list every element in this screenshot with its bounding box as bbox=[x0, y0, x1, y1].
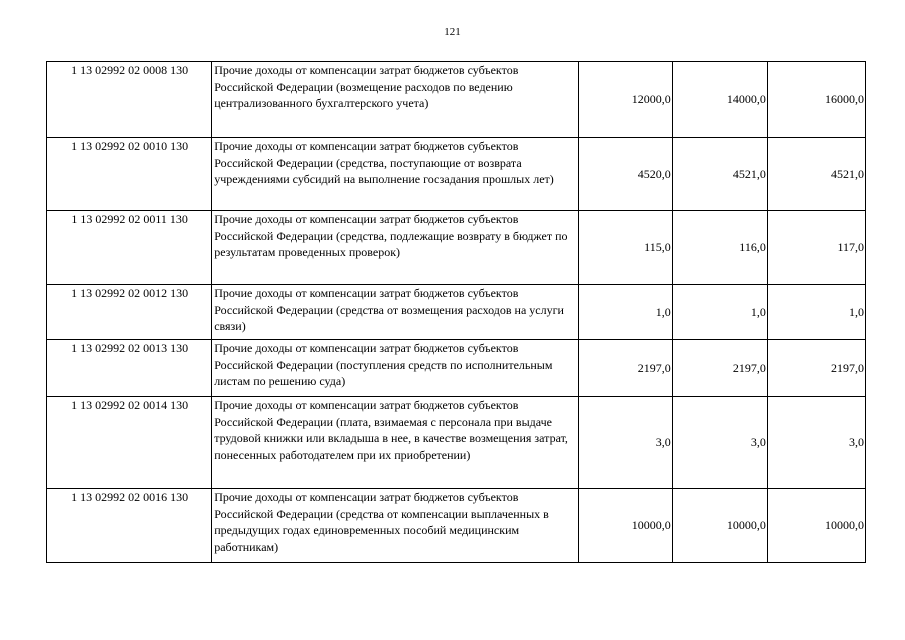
amount-year-2: 10000,0 bbox=[672, 489, 767, 563]
amount-year-2: 1,0 bbox=[672, 285, 767, 340]
page-number: 121 bbox=[444, 26, 461, 38]
amount-year-1: 115,0 bbox=[578, 211, 672, 285]
amount-year-1: 3,0 bbox=[578, 397, 672, 489]
amount-year-2: 3,0 bbox=[672, 397, 767, 489]
amount-year-3: 117,0 bbox=[767, 211, 865, 285]
amount-year-3: 3,0 bbox=[767, 397, 865, 489]
budget-classification-code: 1 13 02992 02 0010 130 bbox=[47, 138, 212, 211]
revenue-description: Прочие доходы от компенсации затрат бюджетов субъектов Российской Федерации (средства, поступающие от возврата учреждениями субсидий на выполнение госзадания прошлых лет) bbox=[212, 138, 578, 211]
revenue-description: Прочие доходы от компенсации затрат бюджетов субъектов Российской Федерации (средства, подлежащие возврату в бюджет по результатам проведенных проверок) bbox=[212, 211, 578, 285]
revenue-description: Прочие доходы от компенсации затрат бюджетов субъектов Российской Федерации (плата, взимаемая с персонала при выдаче трудовой книжки или вкладыша в нее, в качестве возмещения затрат, понесенных работодателем при их приобретении) bbox=[212, 397, 578, 489]
amount-year-1: 1,0 bbox=[578, 285, 672, 340]
budget-classification-code: 1 13 02992 02 0012 130 bbox=[47, 285, 212, 340]
budget-classification-code: 1 13 02992 02 0014 130 bbox=[47, 397, 212, 489]
table-row bbox=[47, 62, 866, 138]
amount-year-2: 2197,0 bbox=[672, 340, 767, 397]
table-row bbox=[47, 340, 866, 397]
budget-classification-code: 1 13 02992 02 0008 130 bbox=[47, 62, 212, 138]
amount-year-1: 12000,0 bbox=[578, 62, 672, 138]
table-row bbox=[47, 211, 866, 285]
amount-year-1: 10000,0 bbox=[578, 489, 672, 563]
amount-year-2: 4521,0 bbox=[672, 138, 767, 211]
amount-year-3: 2197,0 bbox=[767, 340, 865, 397]
budget-classification-code: 1 13 02992 02 0011 130 bbox=[47, 211, 212, 285]
table-row bbox=[47, 285, 866, 340]
table-row bbox=[47, 489, 866, 563]
amount-year-3: 4521,0 bbox=[767, 138, 865, 211]
budget-classification-code: 1 13 02992 02 0013 130 bbox=[47, 340, 212, 397]
revenue-description: Прочие доходы от компенсации затрат бюджетов субъектов Российской Федерации (средства от возмещения расходов на услуги связи) bbox=[212, 285, 578, 340]
amount-year-3: 1,0 bbox=[767, 285, 865, 340]
revenue-description: Прочие доходы от компенсации затрат бюджетов субъектов Российской Федерации (средства от компенсации выплаченных в предыдущих годах единовременных пособий медицинским работникам) bbox=[212, 489, 578, 563]
amount-year-1: 4520,0 bbox=[578, 138, 672, 211]
revenue-description: Прочие доходы от компенсации затрат бюджетов субъектов Российской Федерации (поступления средств по исполнительным листам по решению суда) bbox=[212, 340, 578, 397]
amount-year-1: 2197,0 bbox=[578, 340, 672, 397]
revenue-table bbox=[46, 61, 866, 563]
amount-year-3: 10000,0 bbox=[767, 489, 865, 563]
amount-year-3: 16000,0 bbox=[767, 62, 865, 138]
table-row bbox=[47, 397, 866, 489]
amount-year-2: 116,0 bbox=[672, 211, 767, 285]
amount-year-2: 14000,0 bbox=[672, 62, 767, 138]
budget-classification-code: 1 13 02992 02 0016 130 bbox=[47, 489, 212, 563]
table-row bbox=[47, 138, 866, 211]
revenue-description: Прочие доходы от компенсации затрат бюджетов субъектов Российской Федерации (возмещение расходов по ведению централизованного бухгалтерского учета) bbox=[212, 62, 578, 138]
